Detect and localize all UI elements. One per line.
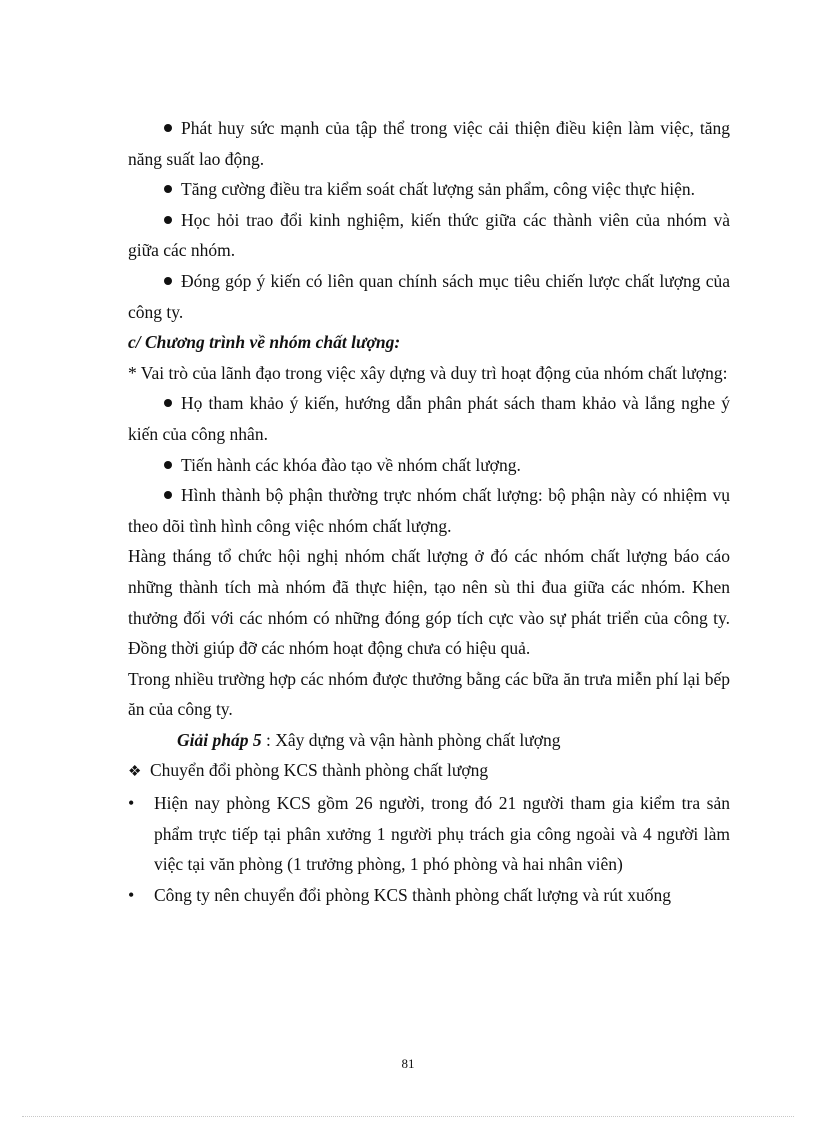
solution-label: Giải pháp 5 [177, 729, 262, 750]
bullet-paragraph: Hình thành bộ phận thường trực nhóm chất lượng: bộ phận này có nhiệm vụ theo dõi tình hình công việc nhóm chất lượng. [128, 485, 730, 536]
bullet-paragraph: Họ tham khảo ý kiến, hướng dẫn phân phát sách tham khảo và lắng nghe ý kiến của công nhân. [128, 393, 730, 444]
bullet-paragraph: Học hỏi trao đổi kinh nghiệm, kiến thức giữa các thành viên của nhóm và giữa các nhóm. [128, 209, 730, 261]
bullet-icon [164, 491, 172, 499]
bullet-paragraph: Tăng cường điều tra kiểm soát chất lượng sản phẩm, công việc thực hiện. [128, 174, 730, 205]
bullet-icon [164, 216, 172, 224]
list-item: • Hiện nay phòng KCS gồm 26 người, trong đó 21 người tham gia kiểm tra sản phẩm trực tiếp tại phân xưởng 1 người phụ trách gia công ngoài và 4 người làm việc tại văn phòng (1 trưởng phòng, 1 phó phòng và hai nhân viên) [128, 788, 730, 880]
solution-heading [128, 725, 730, 756]
bullet-icon: • [128, 793, 135, 814]
leader-role-paragraph: * Vai trò của lãnh đạo trong việc xây dựng và duy trì hoạt động của nhóm chất lượng: [128, 362, 728, 383]
bullet-paragraph: Tiến hành các khóa đào tạo về nhóm chất lượng. [128, 450, 730, 481]
bullet-icon: • [128, 884, 135, 905]
bullet-icon [164, 124, 172, 132]
bullet-icon [164, 277, 172, 285]
document-body [128, 113, 730, 910]
bullet-icon [164, 399, 172, 407]
page-number: 81 [401, 1056, 415, 1071]
bullet-icon [164, 185, 172, 193]
diamond-list-item: ❖ Chuyển đổi phòng KCS thành phòng chất lượng [128, 755, 730, 788]
bullet-icon [164, 461, 172, 469]
list-item: • Công ty nên chuyển đổi phòng KCS thành phòng chất lượng và rút xuống [128, 880, 730, 911]
bullet-paragraph: Phát huy sức mạnh của tập thể trong việc cải thiện điều kiện làm việc, tăng năng suất lao động. [128, 118, 730, 169]
diamond-bullet-icon: ❖ [128, 764, 142, 781]
lunch-paragraph: Trong nhiều trường hợp các nhóm được thưởng bằng các bữa ăn trưa miễn phí lại bếp ăn của công ty. [128, 668, 730, 720]
monthly-paragraph: Hàng tháng tổ chức hội nghị nhóm chất lượng ở đó các nhóm chất lượng báo cáo những thành tích mà nhóm đã thực hiện, tạo nên sù thi đua giữa các nhóm. Khen thưởng đối với các nhóm có những đóng góp tích cực vào sự phát triển của công ty. Đồng thời giúp đỡ các nhóm hoạt động chưa có hiệu quả. [128, 546, 730, 659]
section-heading: c/ Chương trình về nhóm chất lượng: [128, 332, 401, 353]
page-divider [22, 1116, 794, 1117]
bullet-paragraph: Đóng góp ý kiến có liên quan chính sách mục tiêu chiến lược chất lượng của công ty. [128, 270, 730, 322]
solution-text: : Xây dựng và vận hành phòng chất lượng [261, 729, 561, 750]
